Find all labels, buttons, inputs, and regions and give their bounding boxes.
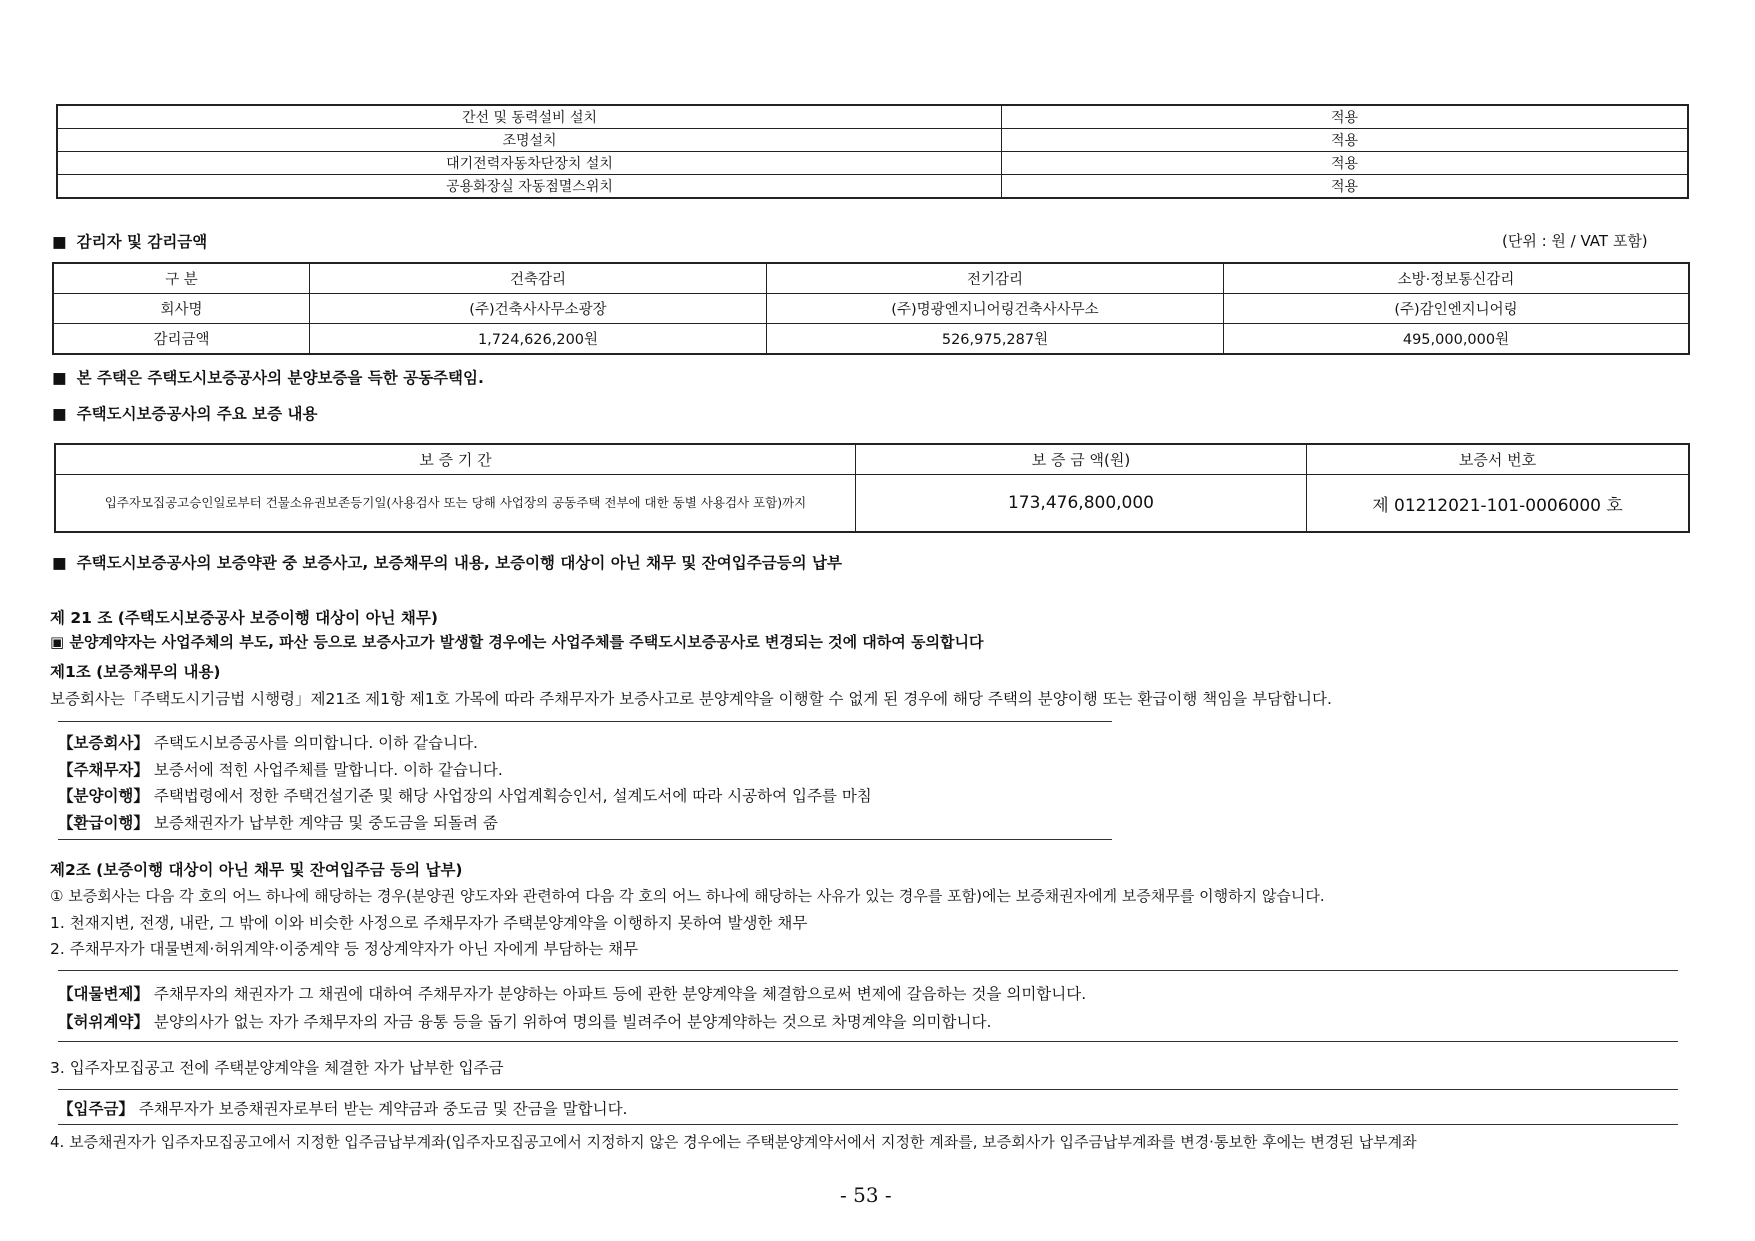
article-2-title: 제2조 (보증이행 대상이 아닌 채무 및 잔여입주금 등의 납부) xyxy=(50,861,463,879)
notice-guarantee-content: ■ 주택도시보증공사의 주요 보증 내용 xyxy=(52,402,317,424)
guarantee-number: 제 01212021-101-0006000 호 xyxy=(1307,475,1690,533)
article-1-title: 제1조 (보증채무의 내용) xyxy=(50,663,221,681)
divider xyxy=(58,721,1112,722)
header-cell: 보 증 금 액(원) xyxy=(856,444,1307,475)
article-1-body: 보증회사는「주택도시기금법 시행령」제21조 제1항 제1호 가목에 따라 주채무자가 보증사고로 분양계약을 이행할 수 없게 된 경우에 해당 주택의 분양이행 또는 환급이행 책임을 부담합니다. xyxy=(50,690,1332,708)
table-cell: 적용 xyxy=(1002,175,1689,199)
equipment-table xyxy=(56,104,1689,199)
definition-item: 【입주금】 주채무자가 보증채권자로부터 받는 계약금과 중도금 및 잔금을 말합니다. xyxy=(58,1100,628,1118)
notice-terms: ■ 주택도시보증공사의 보증약관 중 보증사고, 보증채무의 내용, 보증이행 대상이 아닌 채무 및 잔여입주금등의 납부 xyxy=(52,551,842,573)
table-row xyxy=(53,324,1689,355)
table-row xyxy=(57,152,1688,175)
table-cell: (주)명광엔지니어링건축사사무소 xyxy=(767,294,1224,324)
definitions-list-1 xyxy=(58,730,872,836)
table-cell: 공용화장실 자동점멸스위치 xyxy=(57,175,1002,199)
table-row xyxy=(57,129,1688,152)
divider xyxy=(58,970,1678,971)
article-2-item-4: 4. 보증채권자가 입주자모집공고에서 지정한 입주금납부계좌(입주자모집공고에서 지정하지 않은 경우에는 주택분양계약서에서 지정한 계좌를, 보증회사가 입주금납부계좌를 변경·통보한 후에는 변경된 납부계좌 xyxy=(50,1133,1417,1151)
notice-guarantee-status: ■ 본 주택은 주택도시보증공사의 분양보증을 득한 공동주택임. xyxy=(52,366,484,388)
table-cell: 적용 xyxy=(1002,105,1689,129)
article-21-title: 제 21 조 (주택도시보증공사 보증이행 대상이 아닌 채무) xyxy=(50,609,438,627)
table-cell: 495,000,000원 xyxy=(1224,324,1690,355)
table-cell: (주)감인엔지니어링 xyxy=(1224,294,1690,324)
table-cell: (주)건축사사무소광장 xyxy=(310,294,767,324)
table-cell: 회사명 xyxy=(53,294,310,324)
divider xyxy=(58,1124,1678,1125)
table-row xyxy=(57,175,1688,199)
table-cell: 간선 및 동력설비 설치 xyxy=(57,105,1002,129)
header-cell: 전기감리 xyxy=(767,263,1224,294)
header-cell: 건축감리 xyxy=(310,263,767,294)
article-2-item-3: 3. 입주자모집공고 전에 주택분양계약을 체결한 자가 납부한 입주금 xyxy=(50,1059,504,1077)
guarantee-amount: 173,476,800,000 xyxy=(856,475,1307,533)
header-cell: 보증서 번호 xyxy=(1307,444,1690,475)
definition-item: 【분양이행】 주택법령에서 정한 주택건설기준 및 해당 사업장의 사업계획승인서, 설계도서에 따라 시공하여 입주를 마침 xyxy=(58,787,872,805)
definition-item: 【대물변제】 주채무자의 채권자가 그 채권에 대하여 주채무자가 분양하는 아파트 등에 관한 분양계약을 체결함으로써 변제에 갈음하는 것을 의미합니다. xyxy=(58,985,1087,1003)
guarantee-period: 입주자모집공고승인일로부터 건물소유권보존등기일(사용검사 또는 당해 사업장의 공동주택 전부에 대한 동별 사용검사 포함)까지 xyxy=(55,475,856,533)
header-cell: 보 증 기 간 xyxy=(55,444,856,475)
checkbox-icon: ▣ xyxy=(50,633,65,651)
table-cell: 조명설치 xyxy=(57,129,1002,152)
definitions-list-2 xyxy=(58,980,1086,1036)
table-cell: 감리금액 xyxy=(53,324,310,355)
guarantee-table xyxy=(54,443,1690,533)
table-cell: 대기전력자동차단장치 설치 xyxy=(57,152,1002,175)
supervision-heading: ■ 감리자 및 감리금액 xyxy=(52,230,207,252)
definition-item: 【허위계약】 분양의사가 없는 자가 주채무자의 자금 융통 등을 돕기 위하여 명의를 빌려주어 분양계약하는 것으로 차명계약을 의미합니다. xyxy=(58,1013,992,1031)
unit-label: (단위 : 원 / VAT 포함) xyxy=(1502,232,1648,250)
article-2-paragraph-1: ① 보증회사는 다음 각 호의 어느 하나에 해당하는 경우(분양권 양도자와 관련하여 다음 각 호의 어느 하나에 해당하는 사유가 있는 경우를 포함)에는 보증채권자에게 보증채무를 이행하지 않습니다. xyxy=(50,887,1325,905)
divider xyxy=(58,1041,1678,1042)
table-header-row xyxy=(55,444,1689,475)
table-cell: 적용 xyxy=(1002,152,1689,175)
header-cell: 구 분 xyxy=(53,263,310,294)
divider xyxy=(58,1089,1678,1090)
definition-item: 【환급이행】 보증채권자가 납부한 계약금 및 중도금을 되돌려 줌 xyxy=(58,813,498,832)
supervision-table xyxy=(52,262,1690,355)
table-row xyxy=(57,105,1688,129)
table-row xyxy=(55,475,1689,533)
header-cell: 소방·정보통신감리 xyxy=(1224,263,1690,294)
table-header-row xyxy=(53,263,1689,294)
article-2-item-1: 1. 천재지변, 전쟁, 내란, 그 밖에 이와 비슷한 사정으로 주채무자가 주택분양계약을 이행하지 못하여 발생한 채무 xyxy=(50,914,808,932)
table-row xyxy=(53,294,1689,324)
article-21-consent: ▣ 분양계약자는 사업주체의 부도, 파산 등으로 보증사고가 발생할 경우에는 사업주체를 주택도시보증공사로 변경되는 것에 대하여 동의합니다 xyxy=(50,633,984,651)
article-2-item-2: 2. 주채무자가 대물변제·허위계약·이중계약 등 정상계약자가 아닌 자에게 부담하는 채무 xyxy=(50,940,639,958)
table-cell: 526,975,287원 xyxy=(767,324,1224,355)
table-cell: 1,724,626,200원 xyxy=(310,324,767,355)
page-number: - 53 - xyxy=(840,1183,892,1207)
table-cell: 적용 xyxy=(1002,129,1689,152)
definition-item: 【보증회사】 주택도시보증공사를 의미합니다. 이하 같습니다. xyxy=(58,734,478,752)
divider xyxy=(58,839,1112,840)
definition-item: 【주채무자】 보증서에 적힌 사업주체를 말합니다. 이하 같습니다. xyxy=(58,760,503,779)
